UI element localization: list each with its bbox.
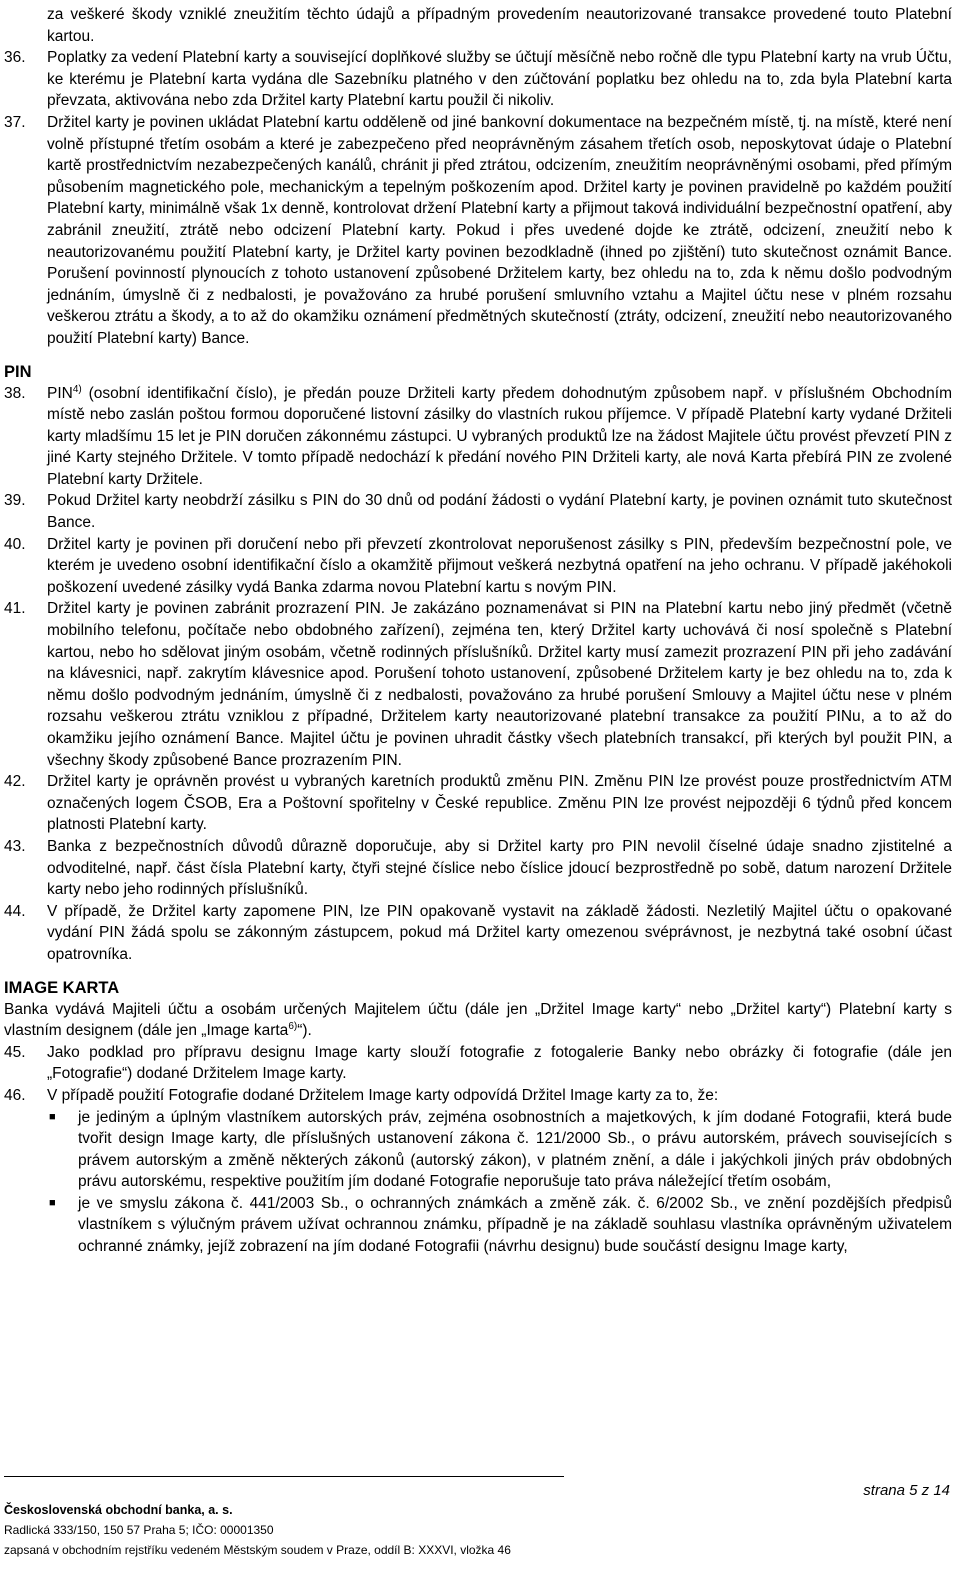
numbered-item-45 [4,1042,956,1085]
item-number: 42. [4,773,26,791]
bullet-text: je ve smyslu zákona č. 441/2003 Sb., o ochranných známkách a změně zák. č. 6/2002 Sb., ve znění pozdějších předpisů vlastníkem s výlučným právem užívat ochrannou známku, případně je na základě souhlasu vlastníka oprávněným uživatelem ochranné známky, jejíž zobrazení na jím dodané Fotografii (návrhu designu) bude součástí designu Image karty, [78,1194,952,1256]
numbered-item-43 [4,836,956,901]
footnote-ref: 4) [72,383,82,395]
image-intro-paragraph [4,999,952,1042]
item-text [47,383,952,491]
numbered-item-46 [4,1085,956,1258]
item-number: 41. [4,600,26,618]
footer-divider [4,1476,564,1477]
numbered-item-39 [4,490,956,533]
item-text: Držitel karty je povinen zabránit prozrazení PIN. Je zakázáno poznamenávat si PIN na Platební kartu nebo jiný předmět (včetně mobilního telefonu, počítače nebo obdobného zařízení), zejména ten, který Držitel karty uchovává či nosí společně s Platební kartou, nebo ho sdělovat jiným osobám, včetně rodinných příslušníků. Držitel karty musí zamezit prozrazení PIN při jeho zadávání na klávesnici, např. zakrytím klávesnice apod. Porušení tohoto ustanovení, způsobené Držitelem karty je bez ohledu na to, zda k němu došlo podvodným jednáním, úmyslně či z nedbalosti, považováno za hrubé porušení Smlouvy a Majitel účtu nese v plném rozsahu veškerou ztrátu vzniklou z případné, Držitelem karty neautorizované platební transakce za použití PINu, a to až do okamžiku jejího oznámení Bance. Majitel účtu je povinen uhradit částky všech platebních transakcí, při kterých byl použit PIN, a všechny škody způsobené Bance prozrazením PIN. [47,600,952,769]
intro-text: Banka vydává Majiteli účtu a osobám určených Majitelem účtu (dále jen „Držitel Image karty“ nebo „Držitel karty“) Platební karty s vlastním designem (dále jen „Image karta [4,1000,952,1040]
item-text [47,1085,952,1258]
item-number: 38. [4,384,26,402]
item-body: (osobní identifikační číslo), je předán pouze Držiteli karty předem dohodnutým způsobem např. v příslušném Obchodním místě nebo zaslán poštou formou doporučené listovní zásilky do vlastních rukou příjemce. V případě Platební karty vydané Držiteli karty mladšímu 15 let je PIN doručen zákonnému zástupci. U vybraných produktů lze na žádost Majitele účtu provést převzetí PIN z jiné Karty stejného Držitele. V tomto případě nedochází k předání nového PIN Držiteli karty, ale nová Karta přebírá PIN ze zvolené Platební karty Držitele. [47,384,952,488]
item-text: Držitel karty je oprávněn provést u vybraných karetních produktů změnu PIN. Změnu PIN lze provést pouze prostřednictvím ATM označených logem ČSOB, Era a Poštovní spořitelny v České republice. Změnu PIN lze provést nejpozději 6 týdnů před koncem platnosti Platební karty. [47,773,952,834]
item-number: 45. [4,1043,26,1061]
footer-registry: zapsaná v obchodním rejstříku vedeném Městským soudem v Praze, oddíl B: XXXVI, vložka 46 [4,1543,511,1557]
page-number: strana 5 z 14 [863,1482,950,1499]
footer-bank-name: Československá obchodní banka, a. s. [4,1503,233,1517]
page-content [4,4,956,1258]
bullet-item [47,1107,952,1193]
intro-end: “). [297,1022,312,1040]
item-text: Banka z bezpečnostních důvodů důrazně doporučuje, aby si Držitel karty pro PIN nevolil číselné údaje snadno zjistitelné a odvoditelné, např. část čísla Platební karty, čtyři stejné číslice nebo číslice jdoucí bezprostředně po sobě, datum narození Držitele karty nebo jeho rodinných příslušníků. [47,837,952,899]
item-number: 36. [4,49,26,67]
numbered-item-38 [4,383,956,491]
item-text: Poplatky za vedení Platební karty a související doplňkové služby se účtují měsíčně nebo ročně dle typu Platební karty na vrub Účtu, ke kterému je Platební karta vydána dle Sazebníku platného v den zúčtování poplatku bez ohledu na to, zda byla Platební karta převzata, aktivována nebo zda Držitel karty Platební kartu použil či nikoliv. [47,49,952,110]
item-text: Držitel karty je povinen při doručení nebo při převzetí zkontrolovat neporušenost zásilky s PIN, především bezpečnostní pole, ve kterém je uvedeno osobní identifikační číslo a okamžitě přijmout veškerá nezbytná opatření na jeho ochranu. V případě jakéhokoli poškození uvedené zásilky vydá Banka zdarma novou Platební kartu s novým PIN. [47,535,952,596]
paragraph-text: za veškeré škody vzniklé zneužitím těchto údajů a případným provedením neautorizované transakce provedené touto Platební kartou. [47,6,952,45]
section-heading-image-karta: IMAGE KARTA [4,978,120,997]
numbered-item-42 [4,771,956,836]
footnote-ref: 6) [288,1020,298,1032]
item-number: 43. [4,837,26,855]
footer [4,1500,511,1560]
numbered-item-44 [4,901,956,966]
continuation-paragraph [4,4,956,47]
numbered-item-37 [4,112,956,350]
item-text: Pokud Držitel karty neobdrží zásilku s PIN do 30 dnů od podání žádosti o vydání Platební karty, je povinen oznámit tuto skutečnost Bance. [47,492,952,532]
item-number: 44. [4,902,26,920]
item-text: Jako podklad pro přípravu designu Image karty slouží fotografie z fotogalerie Banky nebo obrázky či fotografie (dále jen „Fotografie“) dodané Držitelem Image karty. [47,1043,952,1083]
section-heading-pin: PIN [4,362,32,381]
item-intro: V případě použití Fotografie dodané Držitelem Image karty odpovídá Držitel Image karty za to, že: [47,1086,719,1104]
square-bullet-icon: ■ [49,1196,56,1209]
footer-address: Radlická 333/150, 150 57 Praha 5; IČO: 00001350 [4,1523,274,1537]
item-number: 39. [4,492,26,510]
item-text: V případě, že Držitel karty zapomene PIN, lze PIN opakovaně vystavit na základě žádosti. Nezletilý Majitel účtu o opakované vydání PIN žádá spolu se zákonným zástupcem, pokud má Držitel karty omezenou svéprávnost, je nezbytná také osobní účast opatrovníka. [47,902,952,963]
bullet-item [47,1193,952,1258]
numbered-item-36 [4,47,956,112]
square-bullet-icon: ■ [49,1110,56,1123]
pin-term: PIN [47,384,73,402]
item-number: 37. [4,113,26,131]
item-number: 46. [4,1086,26,1104]
numbered-item-40 [4,534,956,599]
item-text: Držitel karty je povinen ukládat Platební kartu odděleně od jiné bankovní dokumentace na bezpečném místě, tj. na místě, které není volně přístupné třetím osobám a které je zabezpečeno před neoprávněným zásahem třetích osob, neposkytovat údaje o Platební kartě prostřednictvím nezabezpečených kanálů, chránit ji před ztrátou, odcizením, zneužitím neoprávněnými osobami, před přímým působením magnetického pole, mechanickým a tepelným poškozením apod. Držitel karty je povinen pravidelně po každém použití Platební karty, minimálně však 1x denně, kontrolovat držení Platební karty a přijmout taková individuální bezpečnostní opatření, aby zabránil zneužití, ztrátě nebo odcizení Platební karty. Pokud i přes uvedené dojde ke ztrátě, odcizení, zneužití nebo k neautorizovanému použití Platební karty, je Držitel karty povinen bezodkladně (ihned po zjištění) tuto skutečnost oznámit Bance. Porušení povinností plynoucích z tohoto ustanovení způsobené Držitelem karty, bez ohledu na to, zda k němu došlo podvodným jednáním, úmyslně či z nedbalosti, je považováno za hrubé porušení smluvního vztahu a Majitel účtu nese v plném rozsahu veškerou ztrátu a škody, a to až do okamžiku oznámení předmětných skutečností (ztráty, odcizení, zneužití nebo neautorizovaného použití Platební karty) Bance. [47,113,952,347]
numbered-item-41 [4,598,956,771]
bullet-text: je jediným a úplným vlastníkem autorských práv, zejména osobnostních a majetkových, k jím dodané Fotografii, která bude tvořit design Image karty, dle příslušných ustanovení zákona č. 121/2000 Sb., o právu autorském, právech souvisejících s právem autorským a změně některých zákonů (autorský zákon), v platném znění, a dále i jakýchkoli jiných práv obdobných právu autorskému, respektive použitím jím dodané Fotografie neporušuje tato práva náležející třetím osobám, [78,1108,952,1191]
item-number: 40. [4,535,26,553]
